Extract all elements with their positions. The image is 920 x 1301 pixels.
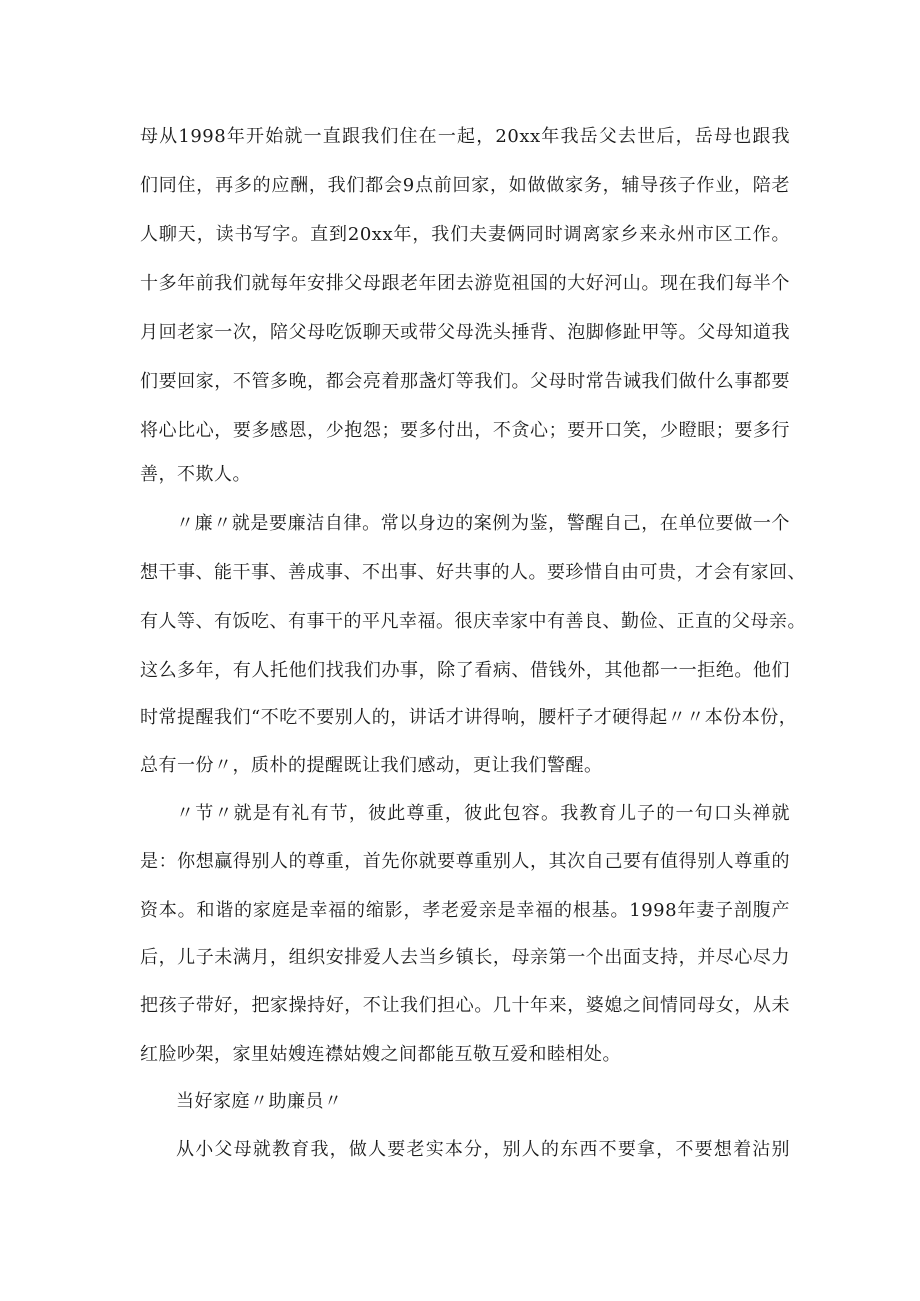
text-line: 有人等、有饭吃、有事干的平凡幸福。很庆幸家中有善良、勤俭、正直的父母亲。 (140, 611, 806, 632)
text-line: 后，儿子未满月，组织安排爱人去当乡镇长，母亲第一个出面支持，并尽心尽力 (140, 947, 790, 968)
section-heading: 当好家庭〃助廉员〃 (176, 1091, 343, 1112)
paragraph-first-line: 〃节〃就是有礼有节，彼此尊重，彼此包容。我教育儿子的一句口头禅就 (176, 803, 790, 824)
text-line: 想干事、能干事、善成事、不出事、好共事的人。要珍惜自由可贵，才会有家回、 (140, 562, 806, 583)
text-line: 十多年前我们就每年安排父母跟老年团去游览祖国的大好河山。现在我们每半个 (140, 273, 790, 294)
paragraph-first-line: 从小父母就教育我，做人要老实本分，别人的东西不要拿，不要想着沾别 (176, 1139, 790, 1160)
text-line: 时常提醒我们“不吃不要别人的，讲话才讲得响，腰杆子才硬得起〃〃本份本份， (140, 707, 798, 728)
text-line: 将心比心，要多感恩，少抱怨；要多付出，不贪心；要开口笑，少瞪眼；要多行 (140, 420, 790, 441)
paragraph-first-line: 〃廉〃就是要廉洁自律。常以身边的案例为鉴，警醒自己，在单位要做一个 (176, 513, 790, 534)
text-line: 资本。和谐的家庭是幸福的缩影，孝老爱亲是幸福的根基。1998年妻子剖腹产 (140, 900, 790, 921)
text-line: 月回老家一次，陪父母吃饭聊天或带父母洗头捶背、泡脚修趾甲等。父母知道我 (140, 322, 790, 343)
text-line: 是：你想赢得别人的尊重，首先你就要尊重别人，其次自己要有值得别人尊重的 (140, 851, 790, 872)
text-line: 母从1998年开始就一直跟我们住在一起，20xx年我岳父去世后，岳母也跟我 (140, 126, 790, 147)
text-line: 把孩子带好，把家操持好，不让我们担心。几十年来，婆媳之间情同母女，从未 (140, 995, 790, 1016)
text-line: 总有一份〃，质朴的提醒既让我们感动，更让我们警醒。 (140, 755, 603, 776)
text-line: 红脸吵架，家里姑嫂连襟姑嫂之间都能互敬互爱和睦相处。 (140, 1044, 621, 1065)
text-line: 善，不欺人。 (140, 464, 251, 485)
text-line: 们要回家，不管多晚，都会亮着那盏灯等我们。父母时常告诫我们做什么事都要 (140, 371, 790, 392)
text-line: 这么多年，有人托他们找我们办事，除了看病、借钱外，其他都一一拒绝。他们 (140, 660, 790, 681)
text-line: 们同住，再多的应酬，我们都会9点前回家，如做做家务，辅导孩子作业，陪老 (140, 175, 790, 196)
text-line: 人聊天，读书写字。直到20xx年，我们夫妻俩同时调离家乡来永州市区工作。 (140, 224, 790, 245)
